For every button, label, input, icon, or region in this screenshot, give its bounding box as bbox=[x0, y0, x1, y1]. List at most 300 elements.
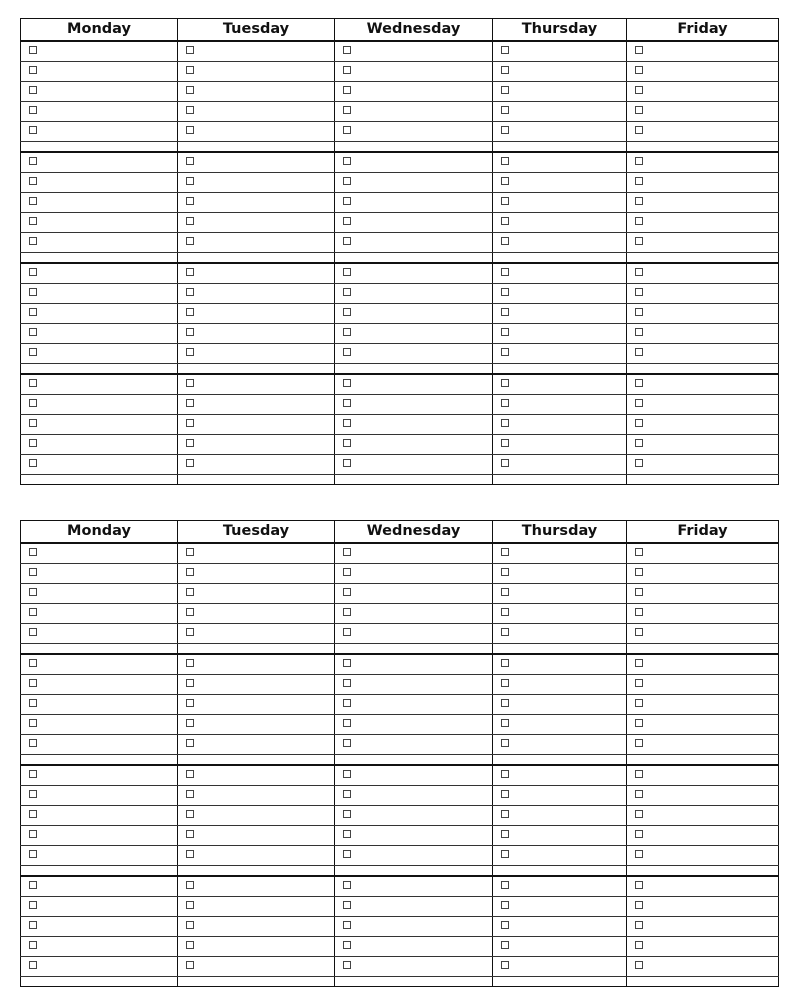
empty-checkbox-icon[interactable] bbox=[343, 459, 351, 467]
empty-checkbox-icon[interactable] bbox=[343, 288, 351, 296]
empty-checkbox-icon[interactable] bbox=[186, 850, 194, 858]
task-cell-tuesday[interactable] bbox=[178, 415, 335, 435]
task-cell-friday[interactable] bbox=[627, 435, 779, 455]
task-cell-wednesday[interactable] bbox=[335, 82, 493, 102]
task-cell-tuesday[interactable] bbox=[178, 897, 335, 917]
task-cell-wednesday[interactable] bbox=[335, 62, 493, 82]
task-cell-monday[interactable] bbox=[21, 344, 178, 364]
empty-checkbox-icon[interactable] bbox=[635, 961, 643, 969]
task-cell-thursday[interactable] bbox=[493, 395, 627, 415]
task-cell-monday[interactable] bbox=[21, 152, 178, 173]
task-cell-thursday[interactable] bbox=[493, 584, 627, 604]
task-cell-thursday[interactable] bbox=[493, 564, 627, 584]
empty-checkbox-icon[interactable] bbox=[29, 881, 37, 889]
task-cell-tuesday[interactable] bbox=[178, 957, 335, 977]
task-cell-tuesday[interactable] bbox=[178, 102, 335, 122]
empty-checkbox-icon[interactable] bbox=[501, 901, 509, 909]
empty-checkbox-icon[interactable] bbox=[343, 941, 351, 949]
empty-checkbox-icon[interactable] bbox=[343, 679, 351, 687]
task-cell-wednesday[interactable] bbox=[335, 213, 493, 233]
empty-checkbox-icon[interactable] bbox=[343, 157, 351, 165]
task-cell-tuesday[interactable] bbox=[178, 435, 335, 455]
task-cell-friday[interactable] bbox=[627, 917, 779, 937]
empty-checkbox-icon[interactable] bbox=[501, 679, 509, 687]
empty-checkbox-icon[interactable] bbox=[501, 548, 509, 556]
empty-checkbox-icon[interactable] bbox=[501, 770, 509, 778]
empty-checkbox-icon[interactable] bbox=[29, 921, 37, 929]
task-cell-tuesday[interactable] bbox=[178, 624, 335, 644]
empty-checkbox-icon[interactable] bbox=[635, 739, 643, 747]
task-cell-wednesday[interactable] bbox=[335, 584, 493, 604]
task-cell-thursday[interactable] bbox=[493, 654, 627, 675]
empty-checkbox-icon[interactable] bbox=[29, 699, 37, 707]
task-cell-tuesday[interactable] bbox=[178, 675, 335, 695]
empty-checkbox-icon[interactable] bbox=[501, 790, 509, 798]
empty-checkbox-icon[interactable] bbox=[501, 719, 509, 727]
task-cell-friday[interactable] bbox=[627, 374, 779, 395]
task-cell-tuesday[interactable] bbox=[178, 233, 335, 253]
empty-checkbox-icon[interactable] bbox=[635, 588, 643, 596]
empty-checkbox-icon[interactable] bbox=[635, 197, 643, 205]
task-cell-friday[interactable] bbox=[627, 82, 779, 102]
empty-checkbox-icon[interactable] bbox=[501, 66, 509, 74]
empty-checkbox-icon[interactable] bbox=[29, 439, 37, 447]
task-cell-wednesday[interactable] bbox=[335, 624, 493, 644]
empty-checkbox-icon[interactable] bbox=[501, 379, 509, 387]
empty-checkbox-icon[interactable] bbox=[186, 308, 194, 316]
task-cell-wednesday[interactable] bbox=[335, 695, 493, 715]
task-cell-monday[interactable] bbox=[21, 415, 178, 435]
task-cell-wednesday[interactable] bbox=[335, 455, 493, 475]
task-cell-monday[interactable] bbox=[21, 564, 178, 584]
task-cell-thursday[interactable] bbox=[493, 122, 627, 142]
task-cell-wednesday[interactable] bbox=[335, 284, 493, 304]
task-cell-thursday[interactable] bbox=[493, 715, 627, 735]
task-cell-monday[interactable] bbox=[21, 695, 178, 715]
empty-checkbox-icon[interactable] bbox=[635, 379, 643, 387]
task-cell-thursday[interactable] bbox=[493, 41, 627, 62]
task-cell-friday[interactable] bbox=[627, 41, 779, 62]
empty-checkbox-icon[interactable] bbox=[501, 268, 509, 276]
empty-checkbox-icon[interactable] bbox=[501, 961, 509, 969]
task-cell-wednesday[interactable] bbox=[335, 122, 493, 142]
task-cell-thursday[interactable] bbox=[493, 957, 627, 977]
task-cell-tuesday[interactable] bbox=[178, 263, 335, 284]
empty-checkbox-icon[interactable] bbox=[29, 941, 37, 949]
task-cell-thursday[interactable] bbox=[493, 152, 627, 173]
empty-checkbox-icon[interactable] bbox=[29, 830, 37, 838]
task-cell-wednesday[interactable] bbox=[335, 152, 493, 173]
empty-checkbox-icon[interactable] bbox=[186, 157, 194, 165]
empty-checkbox-icon[interactable] bbox=[29, 86, 37, 94]
empty-checkbox-icon[interactable] bbox=[635, 921, 643, 929]
empty-checkbox-icon[interactable] bbox=[186, 419, 194, 427]
task-cell-thursday[interactable] bbox=[493, 917, 627, 937]
empty-checkbox-icon[interactable] bbox=[501, 830, 509, 838]
task-cell-wednesday[interactable] bbox=[335, 826, 493, 846]
empty-checkbox-icon[interactable] bbox=[635, 830, 643, 838]
empty-checkbox-icon[interactable] bbox=[186, 568, 194, 576]
empty-checkbox-icon[interactable] bbox=[186, 66, 194, 74]
empty-checkbox-icon[interactable] bbox=[186, 379, 194, 387]
empty-checkbox-icon[interactable] bbox=[29, 850, 37, 858]
empty-checkbox-icon[interactable] bbox=[29, 288, 37, 296]
empty-checkbox-icon[interactable] bbox=[635, 568, 643, 576]
task-cell-monday[interactable] bbox=[21, 173, 178, 193]
task-cell-friday[interactable] bbox=[627, 897, 779, 917]
empty-checkbox-icon[interactable] bbox=[186, 608, 194, 616]
empty-checkbox-icon[interactable] bbox=[29, 790, 37, 798]
task-cell-friday[interactable] bbox=[627, 152, 779, 173]
empty-checkbox-icon[interactable] bbox=[635, 106, 643, 114]
task-cell-tuesday[interactable] bbox=[178, 455, 335, 475]
task-cell-friday[interactable] bbox=[627, 654, 779, 675]
task-cell-tuesday[interactable] bbox=[178, 193, 335, 213]
task-cell-monday[interactable] bbox=[21, 41, 178, 62]
empty-checkbox-icon[interactable] bbox=[186, 197, 194, 205]
empty-checkbox-icon[interactable] bbox=[186, 288, 194, 296]
empty-checkbox-icon[interactable] bbox=[635, 548, 643, 556]
empty-checkbox-icon[interactable] bbox=[186, 217, 194, 225]
task-cell-friday[interactable] bbox=[627, 233, 779, 253]
task-cell-friday[interactable] bbox=[627, 455, 779, 475]
task-cell-wednesday[interactable] bbox=[335, 675, 493, 695]
task-cell-thursday[interactable] bbox=[493, 543, 627, 564]
task-cell-wednesday[interactable] bbox=[335, 41, 493, 62]
task-cell-friday[interactable] bbox=[627, 213, 779, 233]
empty-checkbox-icon[interactable] bbox=[343, 439, 351, 447]
empty-checkbox-icon[interactable] bbox=[635, 217, 643, 225]
task-cell-friday[interactable] bbox=[627, 263, 779, 284]
empty-checkbox-icon[interactable] bbox=[501, 177, 509, 185]
empty-checkbox-icon[interactable] bbox=[635, 126, 643, 134]
task-cell-thursday[interactable] bbox=[493, 304, 627, 324]
task-cell-tuesday[interactable] bbox=[178, 876, 335, 897]
empty-checkbox-icon[interactable] bbox=[186, 268, 194, 276]
task-cell-thursday[interactable] bbox=[493, 173, 627, 193]
task-cell-friday[interactable] bbox=[627, 304, 779, 324]
task-cell-tuesday[interactable] bbox=[178, 604, 335, 624]
empty-checkbox-icon[interactable] bbox=[343, 790, 351, 798]
empty-checkbox-icon[interactable] bbox=[343, 217, 351, 225]
empty-checkbox-icon[interactable] bbox=[29, 237, 37, 245]
empty-checkbox-icon[interactable] bbox=[635, 679, 643, 687]
empty-checkbox-icon[interactable] bbox=[29, 719, 37, 727]
task-cell-wednesday[interactable] bbox=[335, 173, 493, 193]
task-cell-monday[interactable] bbox=[21, 395, 178, 415]
empty-checkbox-icon[interactable] bbox=[343, 237, 351, 245]
task-cell-thursday[interactable] bbox=[493, 695, 627, 715]
task-cell-wednesday[interactable] bbox=[335, 415, 493, 435]
task-cell-monday[interactable] bbox=[21, 82, 178, 102]
empty-checkbox-icon[interactable] bbox=[343, 399, 351, 407]
empty-checkbox-icon[interactable] bbox=[186, 46, 194, 54]
task-cell-friday[interactable] bbox=[627, 957, 779, 977]
task-cell-friday[interactable] bbox=[627, 543, 779, 564]
task-cell-monday[interactable] bbox=[21, 604, 178, 624]
task-cell-tuesday[interactable] bbox=[178, 344, 335, 364]
task-cell-monday[interactable] bbox=[21, 263, 178, 284]
empty-checkbox-icon[interactable] bbox=[186, 177, 194, 185]
empty-checkbox-icon[interactable] bbox=[186, 86, 194, 94]
task-cell-wednesday[interactable] bbox=[335, 937, 493, 957]
task-cell-tuesday[interactable] bbox=[178, 715, 335, 735]
empty-checkbox-icon[interactable] bbox=[186, 237, 194, 245]
empty-checkbox-icon[interactable] bbox=[343, 830, 351, 838]
empty-checkbox-icon[interactable] bbox=[29, 348, 37, 356]
task-cell-monday[interactable] bbox=[21, 897, 178, 917]
task-cell-thursday[interactable] bbox=[493, 284, 627, 304]
empty-checkbox-icon[interactable] bbox=[501, 459, 509, 467]
empty-checkbox-icon[interactable] bbox=[29, 217, 37, 225]
empty-checkbox-icon[interactable] bbox=[186, 961, 194, 969]
task-cell-tuesday[interactable] bbox=[178, 395, 335, 415]
task-cell-friday[interactable] bbox=[627, 715, 779, 735]
empty-checkbox-icon[interactable] bbox=[29, 106, 37, 114]
task-cell-thursday[interactable] bbox=[493, 374, 627, 395]
empty-checkbox-icon[interactable] bbox=[29, 66, 37, 74]
empty-checkbox-icon[interactable] bbox=[29, 628, 37, 636]
empty-checkbox-icon[interactable] bbox=[501, 106, 509, 114]
task-cell-monday[interactable] bbox=[21, 675, 178, 695]
empty-checkbox-icon[interactable] bbox=[29, 308, 37, 316]
task-cell-wednesday[interactable] bbox=[335, 395, 493, 415]
empty-checkbox-icon[interactable] bbox=[186, 770, 194, 778]
task-cell-friday[interactable] bbox=[627, 415, 779, 435]
task-cell-wednesday[interactable] bbox=[335, 897, 493, 917]
task-cell-friday[interactable] bbox=[627, 173, 779, 193]
empty-checkbox-icon[interactable] bbox=[29, 548, 37, 556]
empty-checkbox-icon[interactable] bbox=[501, 86, 509, 94]
task-cell-friday[interactable] bbox=[627, 826, 779, 846]
empty-checkbox-icon[interactable] bbox=[635, 439, 643, 447]
empty-checkbox-icon[interactable] bbox=[501, 217, 509, 225]
task-cell-wednesday[interactable] bbox=[335, 304, 493, 324]
task-cell-thursday[interactable] bbox=[493, 324, 627, 344]
empty-checkbox-icon[interactable] bbox=[343, 268, 351, 276]
empty-checkbox-icon[interactable] bbox=[501, 881, 509, 889]
task-cell-monday[interactable] bbox=[21, 102, 178, 122]
empty-checkbox-icon[interactable] bbox=[635, 790, 643, 798]
empty-checkbox-icon[interactable] bbox=[501, 157, 509, 165]
empty-checkbox-icon[interactable] bbox=[343, 548, 351, 556]
empty-checkbox-icon[interactable] bbox=[501, 126, 509, 134]
empty-checkbox-icon[interactable] bbox=[501, 46, 509, 54]
empty-checkbox-icon[interactable] bbox=[501, 810, 509, 818]
empty-checkbox-icon[interactable] bbox=[501, 588, 509, 596]
task-cell-friday[interactable] bbox=[627, 846, 779, 866]
task-cell-monday[interactable] bbox=[21, 455, 178, 475]
empty-checkbox-icon[interactable] bbox=[186, 901, 194, 909]
task-cell-monday[interactable] bbox=[21, 937, 178, 957]
empty-checkbox-icon[interactable] bbox=[186, 106, 194, 114]
task-cell-monday[interactable] bbox=[21, 213, 178, 233]
empty-checkbox-icon[interactable] bbox=[635, 699, 643, 707]
task-cell-monday[interactable] bbox=[21, 735, 178, 755]
empty-checkbox-icon[interactable] bbox=[635, 348, 643, 356]
empty-checkbox-icon[interactable] bbox=[635, 268, 643, 276]
task-cell-monday[interactable] bbox=[21, 715, 178, 735]
empty-checkbox-icon[interactable] bbox=[501, 237, 509, 245]
empty-checkbox-icon[interactable] bbox=[343, 588, 351, 596]
task-cell-thursday[interactable] bbox=[493, 435, 627, 455]
task-cell-tuesday[interactable] bbox=[178, 122, 335, 142]
empty-checkbox-icon[interactable] bbox=[635, 901, 643, 909]
task-cell-wednesday[interactable] bbox=[335, 102, 493, 122]
task-cell-thursday[interactable] bbox=[493, 415, 627, 435]
empty-checkbox-icon[interactable] bbox=[635, 46, 643, 54]
empty-checkbox-icon[interactable] bbox=[186, 588, 194, 596]
task-cell-monday[interactable] bbox=[21, 584, 178, 604]
empty-checkbox-icon[interactable] bbox=[501, 197, 509, 205]
empty-checkbox-icon[interactable] bbox=[343, 739, 351, 747]
task-cell-thursday[interactable] bbox=[493, 263, 627, 284]
empty-checkbox-icon[interactable] bbox=[635, 608, 643, 616]
empty-checkbox-icon[interactable] bbox=[343, 177, 351, 185]
task-cell-thursday[interactable] bbox=[493, 786, 627, 806]
empty-checkbox-icon[interactable] bbox=[186, 328, 194, 336]
task-cell-friday[interactable] bbox=[627, 675, 779, 695]
empty-checkbox-icon[interactable] bbox=[501, 921, 509, 929]
empty-checkbox-icon[interactable] bbox=[29, 770, 37, 778]
task-cell-monday[interactable] bbox=[21, 284, 178, 304]
task-cell-monday[interactable] bbox=[21, 193, 178, 213]
task-cell-monday[interactable] bbox=[21, 543, 178, 564]
empty-checkbox-icon[interactable] bbox=[501, 419, 509, 427]
task-cell-wednesday[interactable] bbox=[335, 876, 493, 897]
empty-checkbox-icon[interactable] bbox=[186, 739, 194, 747]
task-cell-thursday[interactable] bbox=[493, 233, 627, 253]
empty-checkbox-icon[interactable] bbox=[186, 659, 194, 667]
empty-checkbox-icon[interactable] bbox=[186, 810, 194, 818]
empty-checkbox-icon[interactable] bbox=[29, 810, 37, 818]
task-cell-monday[interactable] bbox=[21, 374, 178, 395]
task-cell-wednesday[interactable] bbox=[335, 654, 493, 675]
empty-checkbox-icon[interactable] bbox=[635, 850, 643, 858]
task-cell-thursday[interactable] bbox=[493, 82, 627, 102]
empty-checkbox-icon[interactable] bbox=[635, 628, 643, 636]
empty-checkbox-icon[interactable] bbox=[343, 659, 351, 667]
empty-checkbox-icon[interactable] bbox=[501, 439, 509, 447]
task-cell-friday[interactable] bbox=[627, 193, 779, 213]
empty-checkbox-icon[interactable] bbox=[29, 419, 37, 427]
task-cell-wednesday[interactable] bbox=[335, 344, 493, 364]
task-cell-tuesday[interactable] bbox=[178, 304, 335, 324]
empty-checkbox-icon[interactable] bbox=[186, 348, 194, 356]
task-cell-wednesday[interactable] bbox=[335, 715, 493, 735]
empty-checkbox-icon[interactable] bbox=[186, 699, 194, 707]
empty-checkbox-icon[interactable] bbox=[29, 46, 37, 54]
task-cell-thursday[interactable] bbox=[493, 897, 627, 917]
empty-checkbox-icon[interactable] bbox=[29, 268, 37, 276]
empty-checkbox-icon[interactable] bbox=[343, 881, 351, 889]
task-cell-thursday[interactable] bbox=[493, 455, 627, 475]
empty-checkbox-icon[interactable] bbox=[29, 588, 37, 596]
task-cell-tuesday[interactable] bbox=[178, 786, 335, 806]
task-cell-friday[interactable] bbox=[627, 604, 779, 624]
empty-checkbox-icon[interactable] bbox=[501, 941, 509, 949]
empty-checkbox-icon[interactable] bbox=[501, 608, 509, 616]
empty-checkbox-icon[interactable] bbox=[343, 568, 351, 576]
task-cell-tuesday[interactable] bbox=[178, 284, 335, 304]
task-cell-thursday[interactable] bbox=[493, 102, 627, 122]
empty-checkbox-icon[interactable] bbox=[29, 379, 37, 387]
empty-checkbox-icon[interactable] bbox=[29, 126, 37, 134]
task-cell-tuesday[interactable] bbox=[178, 846, 335, 866]
empty-checkbox-icon[interactable] bbox=[343, 419, 351, 427]
task-cell-wednesday[interactable] bbox=[335, 374, 493, 395]
empty-checkbox-icon[interactable] bbox=[635, 66, 643, 74]
empty-checkbox-icon[interactable] bbox=[29, 739, 37, 747]
task-cell-friday[interactable] bbox=[627, 395, 779, 415]
empty-checkbox-icon[interactable] bbox=[635, 881, 643, 889]
task-cell-thursday[interactable] bbox=[493, 876, 627, 897]
empty-checkbox-icon[interactable] bbox=[635, 941, 643, 949]
task-cell-monday[interactable] bbox=[21, 233, 178, 253]
empty-checkbox-icon[interactable] bbox=[29, 399, 37, 407]
empty-checkbox-icon[interactable] bbox=[343, 901, 351, 909]
empty-checkbox-icon[interactable] bbox=[635, 770, 643, 778]
task-cell-tuesday[interactable] bbox=[178, 324, 335, 344]
empty-checkbox-icon[interactable] bbox=[343, 197, 351, 205]
empty-checkbox-icon[interactable] bbox=[29, 328, 37, 336]
task-cell-thursday[interactable] bbox=[493, 826, 627, 846]
empty-checkbox-icon[interactable] bbox=[29, 901, 37, 909]
task-cell-wednesday[interactable] bbox=[335, 543, 493, 564]
empty-checkbox-icon[interactable] bbox=[635, 399, 643, 407]
empty-checkbox-icon[interactable] bbox=[186, 439, 194, 447]
empty-checkbox-icon[interactable] bbox=[501, 399, 509, 407]
task-cell-wednesday[interactable] bbox=[335, 846, 493, 866]
empty-checkbox-icon[interactable] bbox=[186, 126, 194, 134]
task-cell-monday[interactable] bbox=[21, 876, 178, 897]
empty-checkbox-icon[interactable] bbox=[343, 628, 351, 636]
task-cell-wednesday[interactable] bbox=[335, 806, 493, 826]
task-cell-wednesday[interactable] bbox=[335, 765, 493, 786]
task-cell-thursday[interactable] bbox=[493, 624, 627, 644]
task-cell-wednesday[interactable] bbox=[335, 324, 493, 344]
task-cell-thursday[interactable] bbox=[493, 806, 627, 826]
empty-checkbox-icon[interactable] bbox=[635, 86, 643, 94]
task-cell-friday[interactable] bbox=[627, 695, 779, 715]
task-cell-thursday[interactable] bbox=[493, 937, 627, 957]
task-cell-monday[interactable] bbox=[21, 624, 178, 644]
task-cell-monday[interactable] bbox=[21, 786, 178, 806]
task-cell-thursday[interactable] bbox=[493, 675, 627, 695]
task-cell-thursday[interactable] bbox=[493, 193, 627, 213]
task-cell-friday[interactable] bbox=[627, 624, 779, 644]
empty-checkbox-icon[interactable] bbox=[501, 288, 509, 296]
task-cell-friday[interactable] bbox=[627, 765, 779, 786]
task-cell-wednesday[interactable] bbox=[335, 435, 493, 455]
task-cell-tuesday[interactable] bbox=[178, 917, 335, 937]
empty-checkbox-icon[interactable] bbox=[343, 961, 351, 969]
task-cell-thursday[interactable] bbox=[493, 765, 627, 786]
task-cell-tuesday[interactable] bbox=[178, 82, 335, 102]
empty-checkbox-icon[interactable] bbox=[29, 197, 37, 205]
empty-checkbox-icon[interactable] bbox=[343, 379, 351, 387]
task-cell-friday[interactable] bbox=[627, 584, 779, 604]
empty-checkbox-icon[interactable] bbox=[343, 810, 351, 818]
task-cell-monday[interactable] bbox=[21, 324, 178, 344]
task-cell-tuesday[interactable] bbox=[178, 654, 335, 675]
task-cell-wednesday[interactable] bbox=[335, 604, 493, 624]
task-cell-friday[interactable] bbox=[627, 876, 779, 897]
task-cell-friday[interactable] bbox=[627, 284, 779, 304]
task-cell-wednesday[interactable] bbox=[335, 917, 493, 937]
empty-checkbox-icon[interactable] bbox=[343, 608, 351, 616]
empty-checkbox-icon[interactable] bbox=[501, 850, 509, 858]
